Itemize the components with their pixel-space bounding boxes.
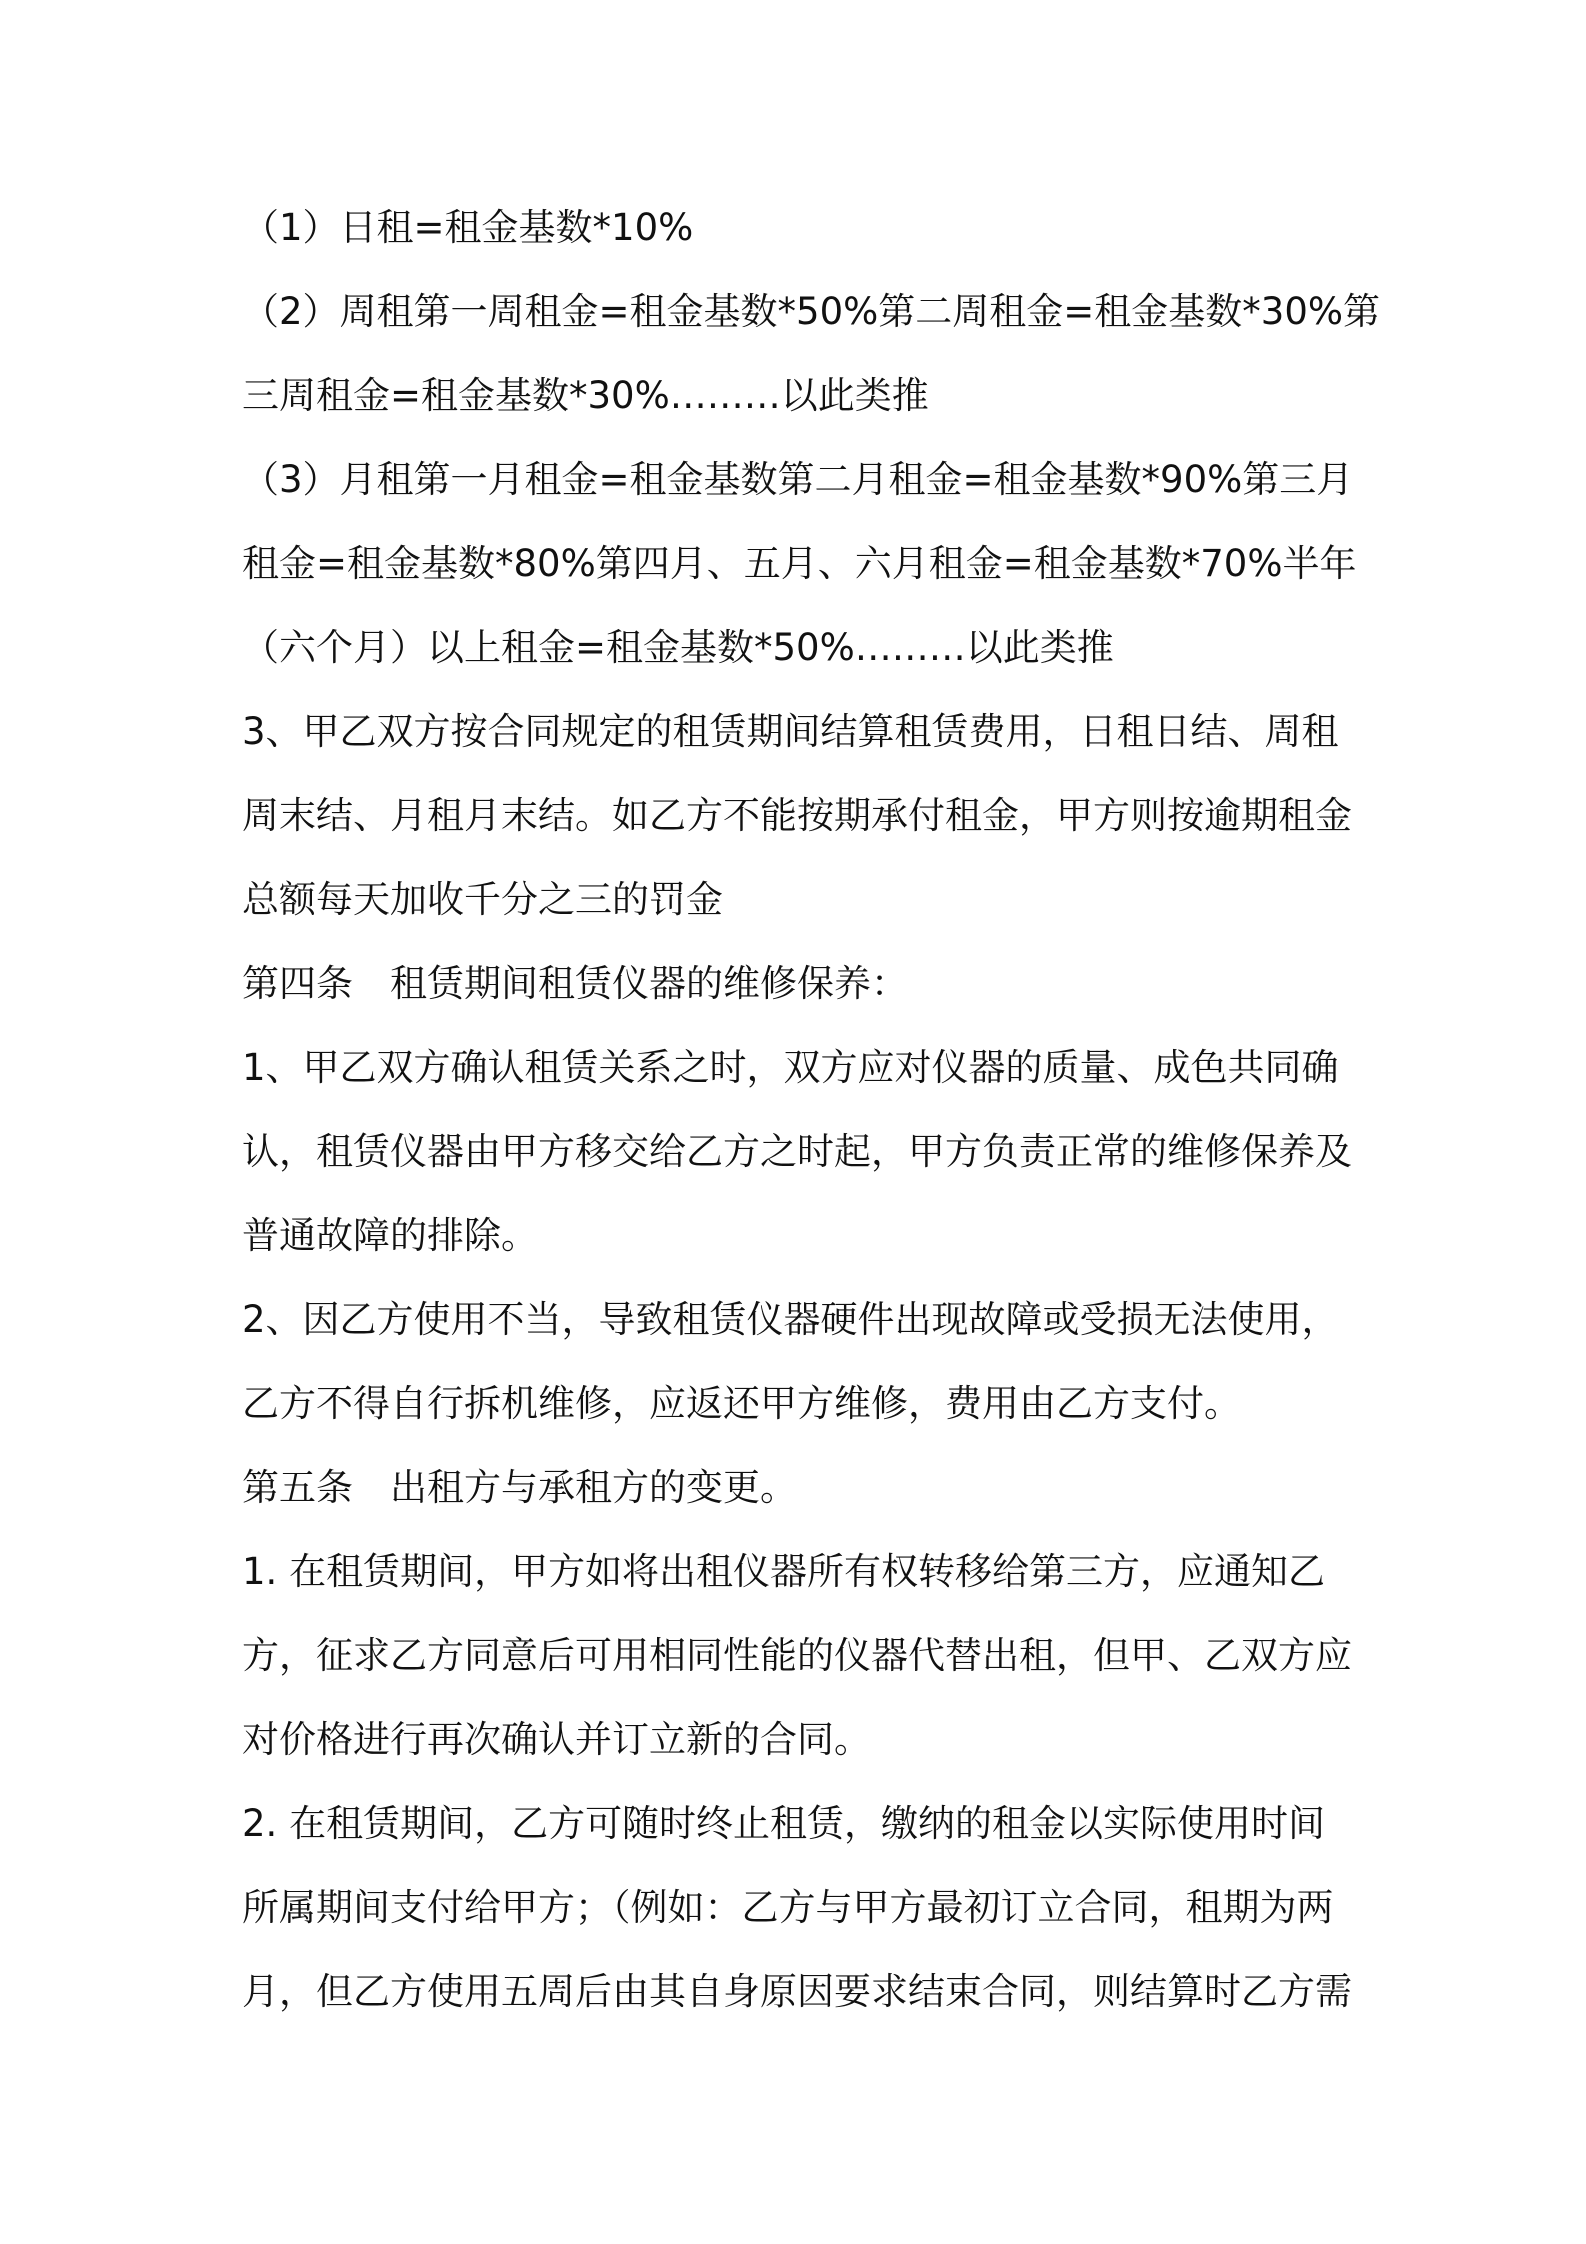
text-line: 普通故障的排除。 xyxy=(242,1214,538,1257)
text-line: 租金=租金基数*80%第四月、五月、六月租金=租金基数*70%半年 xyxy=(242,542,1357,585)
text-line: 3、甲乙双方按合同规定的租赁期间结算租赁费用，日租日结、周租 xyxy=(242,710,1339,753)
text-line: （六个月）以上租金=租金基数*50%………以此类推 xyxy=(242,626,1114,669)
text-line: 2、因乙方使用不当，导致租赁仪器硬件出现故障或受损无法使用， xyxy=(242,1298,1339,1341)
text-line: 月，但乙方使用五周后由其自身原因要求结束合同，则结算时乙方需 xyxy=(242,1970,1352,2013)
text-line: 认，租赁仪器由甲方移交给乙方之时起，甲方负责正常的维修保养及 xyxy=(242,1130,1352,1173)
text-line: （1）日租=租金基数*10% xyxy=(242,206,694,249)
text-line: 1、甲乙双方确认租赁关系之时，双方应对仪器的质量、成色共同确 xyxy=(242,1046,1339,1089)
text-line: 2. 在租赁期间，乙方可随时终止租赁，缴纳的租金以实际使用时间 xyxy=(242,1802,1326,1845)
section-heading: 第五条 出租方与承租方的变更。 xyxy=(242,1466,797,1509)
text-line: 乙方不得自行拆机维修，应返还甲方维修，费用由乙方支付。 xyxy=(242,1382,1241,1425)
section-heading: 第四条 租赁期间租赁仪器的维修保养： xyxy=(242,962,908,1005)
text-line: 所属期间支付给甲方；（例如：乙方与甲方最初订立合同，租期为两 xyxy=(242,1886,1334,1929)
text-line: （3）月租第一月租金=租金基数第二月租金=租金基数*90%第三月 xyxy=(242,458,1354,501)
text-line: 周末结、月租月末结。如乙方不能按期承付租金，甲方则按逾期租金 xyxy=(242,794,1352,837)
text-line: 三周租金=租金基数*30%………以此类推 xyxy=(242,374,929,417)
text-line: 方，征求乙方同意后可用相同性能的仪器代替出租，但甲、乙双方应 xyxy=(242,1634,1352,1677)
text-line: 总额每天加收千分之三的罚金 xyxy=(242,878,723,921)
text-line: （2）周租第一周租金=租金基数*50%第二周租金=租金基数*30%第 xyxy=(242,290,1381,333)
text-line: 对价格进行再次确认并订立新的合同。 xyxy=(242,1718,871,1761)
document-body xyxy=(242,186,1402,2034)
text-line: 1. 在租赁期间，甲方如将出租仪器所有权转移给第三方，应通知乙 xyxy=(242,1550,1326,1593)
